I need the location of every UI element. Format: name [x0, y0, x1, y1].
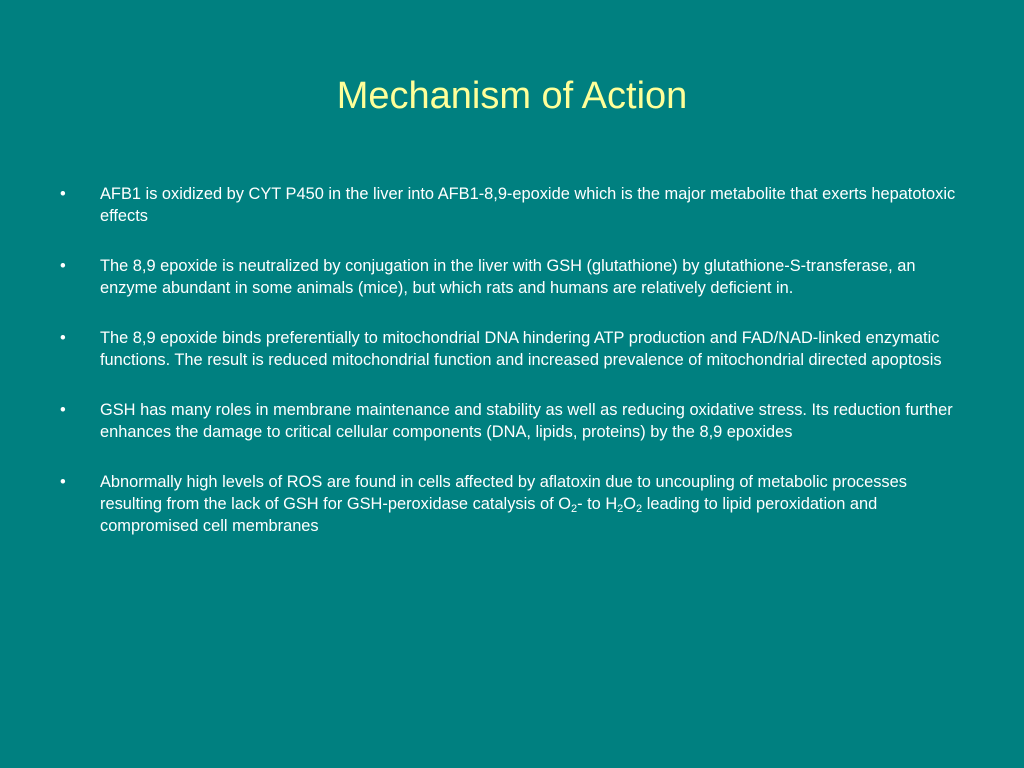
slide-title: Mechanism of Action [336, 75, 688, 117]
bullet-text-5-part-c: O [623, 495, 637, 513]
bullet-item-4 [56, 399, 971, 443]
bullet-text-5-part-b: - to H [577, 495, 618, 513]
bullet-item-3 [56, 327, 971, 371]
subscript-2: 2 [570, 503, 578, 515]
bullet-text-5-part-d: leading to lipid peroxidation and compromised cell membranes [100, 495, 878, 535]
bullet-item-1 [56, 183, 971, 227]
bullet-text-5-part-a: Abnormally high levels of ROS are found in cells affected by aflatoxin due to uncoupling of metabolic processes resulting from the lack of GSH for GSH-peroxidase catalysis of O [100, 473, 907, 513]
bullet-marker: • [60, 329, 66, 347]
bullet-marker: • [60, 185, 66, 203]
bullet-list [56, 183, 971, 565]
bullet-marker: • [60, 473, 66, 491]
bullet-text-4: GSH has many roles in membrane maintenance and stability as well as reducing oxidative stress. Its reduction further enhances the damage to critical cellular components (DNA, lipids, proteins) by the 8,9 epoxides [100, 401, 953, 441]
bullet-marker: • [60, 401, 66, 419]
subscript-2: 2 [617, 503, 624, 515]
bullet-item-2 [56, 255, 971, 299]
bullet-text-5 [100, 473, 907, 535]
bullet-text-3: The 8,9 epoxide binds preferentially to mitochondrial DNA hindering ATP production and FAD/NAD-linked enzymatic functions. The result is reduced mitochondrial function and increased prevalence of mitochondrial directed apoptosis [100, 329, 942, 369]
bullet-marker: • [60, 257, 66, 275]
bullet-text-1: AFB1 is oxidized by CYT P450 in the liver into AFB1-8,9-epoxide which is the major metabolite that exerts hepatotoxic effects [100, 185, 956, 225]
bullet-text-2: The 8,9 epoxide is neutralized by conjugation in the liver with GSH (glutathione) by glutathione-S-transferase, an enzyme abundant in some animals (mice), but which rats and humans are relatively deficient in. [100, 257, 916, 297]
subscript-2: 2 [636, 503, 643, 515]
bullet-item-5 [56, 471, 971, 537]
